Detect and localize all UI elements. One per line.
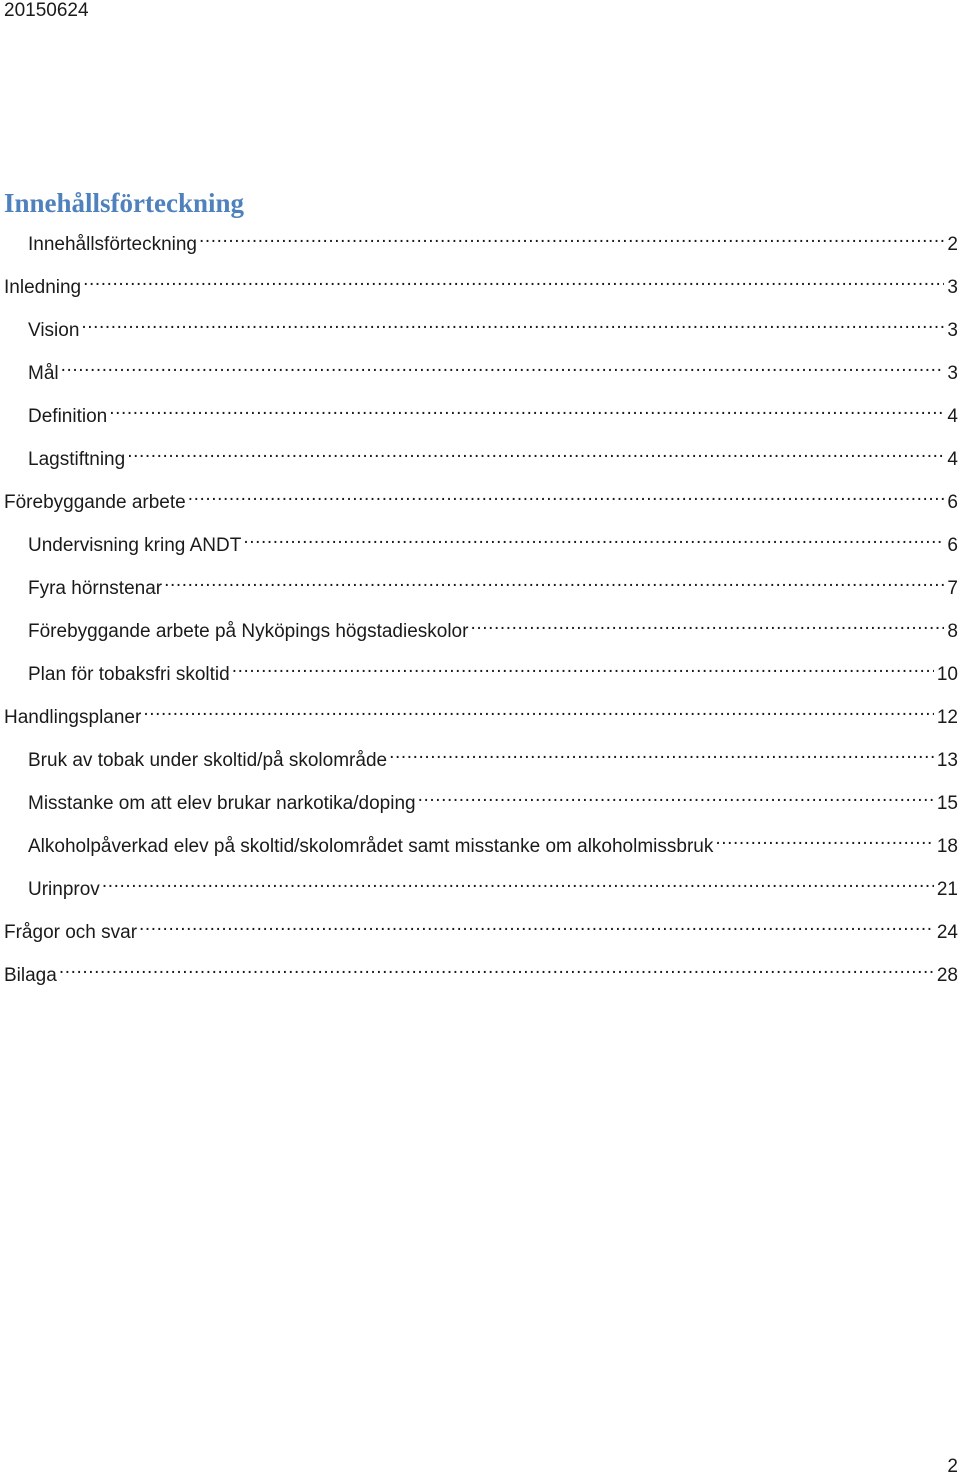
toc-entry-page: 8 — [947, 621, 958, 642]
toc-entry-handlingsplaner[interactable] — [4, 697, 958, 728]
toc-entry-page: 6 — [947, 535, 958, 556]
toc-entry-page: 2 — [947, 234, 958, 255]
toc-entry-alkoholpaverkad-elev[interactable] — [28, 826, 958, 857]
toc-dot-leader — [59, 955, 934, 981]
toc-entry-urinprov[interactable] — [28, 869, 958, 900]
toc-entry-label: Lagstiftning — [28, 449, 126, 470]
toc-dot-leader — [61, 353, 945, 379]
page-number: 2 — [947, 1456, 958, 1477]
toc-entry-label: Mål — [28, 363, 59, 384]
toc-entry-plan-tobaksfri-skoltid[interactable] — [28, 654, 958, 685]
toc-entry-forebyggande-arbete-nykoping[interactable] — [28, 611, 958, 642]
toc-entry-label: Urinprov — [28, 879, 100, 900]
toc-entry-label: Inledning — [4, 277, 82, 298]
toc-entry-page: 3 — [947, 320, 958, 341]
toc-entry-label: Definition — [28, 406, 108, 427]
toc-entry-mal[interactable] — [28, 353, 958, 384]
toc-entry-page: 12 — [936, 707, 958, 728]
toc-entry-page: 4 — [947, 449, 958, 470]
toc-entry-label: Handlingsplaner — [4, 707, 142, 728]
toc-entry-page: 6 — [947, 492, 958, 513]
toc-entry-lagstiftning[interactable] — [28, 439, 958, 470]
toc-dot-leader — [188, 482, 945, 508]
toc-entry-page: 7 — [947, 578, 958, 599]
toc-dot-leader — [164, 568, 944, 594]
toc-dot-leader — [143, 697, 934, 723]
toc-dot-leader — [715, 826, 934, 852]
toc-entry-page: 4 — [947, 406, 958, 427]
toc-entry-undervisning-kring-andt[interactable] — [28, 525, 958, 556]
toc-entry-page: 13 — [936, 750, 958, 771]
toc-entry-fyra-hornstenar[interactable] — [28, 568, 958, 599]
toc-entry-page: 24 — [936, 922, 958, 943]
toc-dot-leader — [102, 869, 934, 895]
toc-entry-bilaga[interactable] — [4, 955, 958, 986]
toc-entry-label: Förebyggande arbete — [4, 492, 186, 513]
toc-entry-page: 18 — [936, 836, 958, 857]
toc-entry-vision[interactable] — [28, 310, 958, 341]
toc-entry-forebyggande-arbete[interactable] — [4, 482, 958, 513]
toc-entry-label: Alkoholpåverkad elev på skoltid/skolområdet samt misstanke om alkoholmissbruk — [28, 836, 714, 857]
toc-entry-label: Misstanke om att elev brukar narkotika/doping — [28, 793, 416, 814]
document-date: 20150624 — [4, 0, 89, 21]
toc-dot-leader — [83, 267, 944, 293]
toc-entry-page: 3 — [947, 363, 958, 384]
toc-entry-label: Vision — [28, 320, 80, 341]
toc-entry-label: Undervisning kring ANDT — [28, 535, 242, 556]
toc-entry-label: Fyra hörnstenar — [28, 578, 163, 599]
toc-entry-page: 3 — [947, 277, 958, 298]
toc-entry-label: Bruk av tobak under skoltid/på skolområde — [28, 750, 388, 771]
toc-dot-leader — [389, 740, 934, 766]
toc-dot-leader — [139, 912, 934, 938]
toc-dot-leader — [243, 525, 944, 551]
toc-dot-leader — [127, 439, 944, 465]
toc-entry-fragor-och-svar[interactable] — [4, 912, 958, 943]
toc-entry-label: Plan för tobaksfri skoltid — [28, 664, 230, 685]
toc-dot-leader — [109, 396, 944, 422]
toc-dot-leader — [470, 611, 944, 637]
toc-entry-label: Bilaga — [4, 965, 57, 986]
toc-entry-label: Innehållsförteckning — [28, 234, 197, 255]
toc-entry-innehallsforteckning[interactable] — [28, 224, 958, 255]
toc-entry-misstanke-narkotika[interactable] — [28, 783, 958, 814]
toc-entry-bruk-av-tobak[interactable] — [28, 740, 958, 771]
toc-heading: Innehållsförteckning — [4, 188, 245, 218]
toc-dot-leader — [232, 654, 934, 680]
toc-dot-leader — [199, 224, 944, 250]
toc-entry-label: Frågor och svar — [4, 922, 138, 943]
toc-entry-inledning[interactable] — [4, 267, 958, 298]
toc-dot-leader — [418, 783, 934, 809]
toc-entry-page: 15 — [936, 793, 958, 814]
toc-dot-leader — [81, 310, 944, 336]
toc-entry-page: 21 — [936, 879, 958, 900]
toc-entry-page: 28 — [936, 965, 958, 986]
toc-entry-label: Förebyggande arbete på Nyköpings högstadieskolor — [28, 621, 469, 642]
toc-entry-definition[interactable] — [28, 396, 958, 427]
toc-entry-page: 10 — [936, 664, 958, 685]
